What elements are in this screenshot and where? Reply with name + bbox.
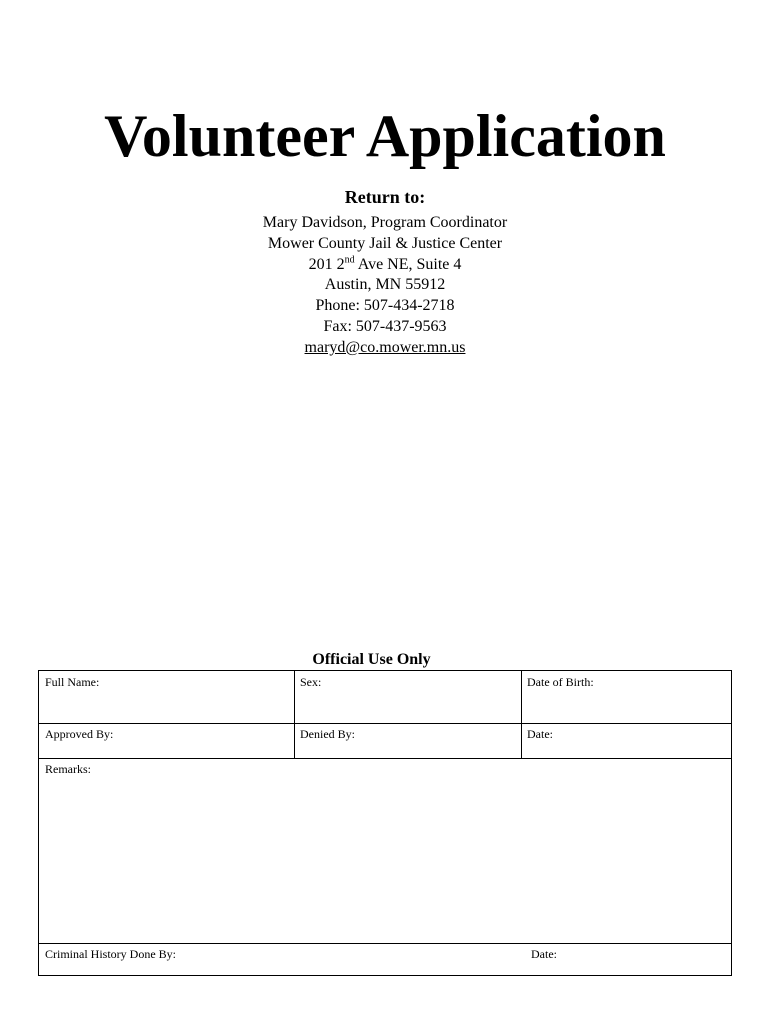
remarks-field[interactable]: Remarks: xyxy=(45,762,91,776)
official-use-form xyxy=(38,670,732,976)
organization-name: Mower County Jail & Justice Center xyxy=(267,234,503,252)
date-of-birth-field[interactable]: Date of Birth: xyxy=(527,675,594,689)
criminal-history-field[interactable]: Criminal History Done By: xyxy=(45,947,176,961)
email-link[interactable]: maryd@co.mower.mn.us xyxy=(304,338,466,356)
denied-by-field[interactable]: Denied By: xyxy=(300,727,355,741)
phone-number: Phone: 507-434-2718 xyxy=(315,297,455,315)
email-line xyxy=(0,338,770,359)
return-to-heading: Return to: xyxy=(344,187,426,207)
street-remainder: Ave NE, Suite 4 xyxy=(354,255,462,273)
criminal-history-date-field[interactable]: Date: xyxy=(531,947,557,961)
full-name-field[interactable]: Full Name: xyxy=(45,675,100,689)
fax-number: Fax: 507-437-9563 xyxy=(323,317,447,335)
street-address xyxy=(0,255,770,276)
sex-field[interactable]: Sex: xyxy=(300,675,322,689)
decision-date-field[interactable]: Date: xyxy=(527,727,553,741)
official-use-heading: Official Use Only xyxy=(312,651,431,668)
city-state-zip: Austin, MN 55912 xyxy=(324,276,446,294)
return-address-block xyxy=(0,213,770,359)
street-number: 201 2 xyxy=(308,255,345,273)
street-ordinal-suffix: nd xyxy=(344,254,355,266)
coordinator-name: Mary Davidson, Program Coordinator xyxy=(262,214,508,231)
approved-by-field[interactable]: Approved By: xyxy=(45,727,114,741)
page-title: Volunteer Application xyxy=(104,103,666,169)
